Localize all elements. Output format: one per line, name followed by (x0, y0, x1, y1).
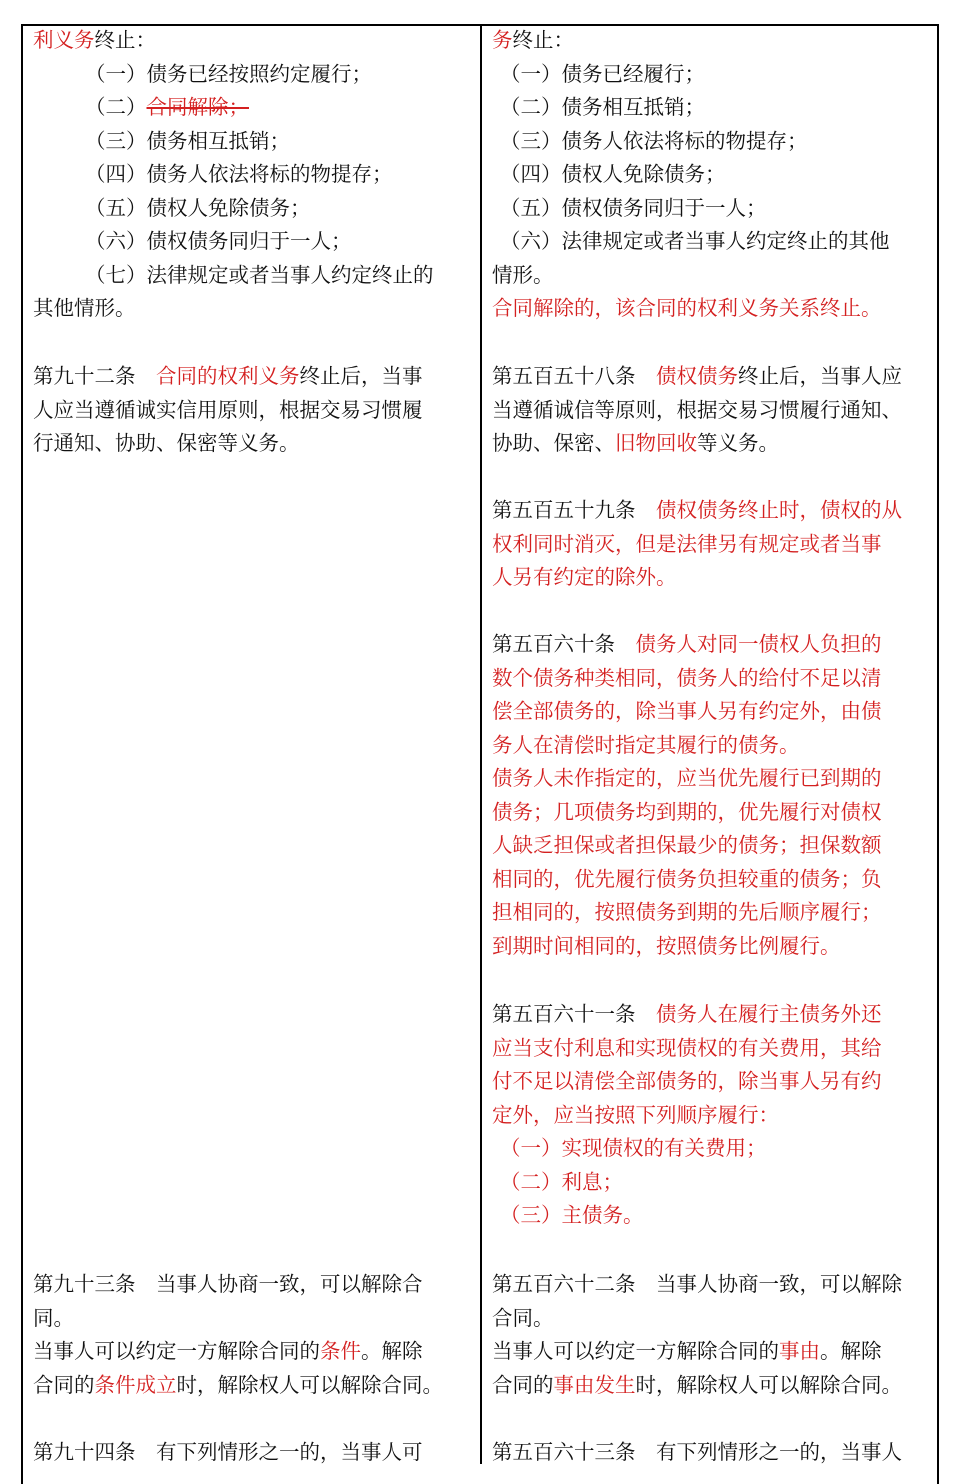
text-line (492, 360, 902, 394)
text: 当事人可以约定一方解除合同的 (33, 1339, 320, 1363)
article-560 (492, 628, 882, 963)
red-text: 债务人对同一债权人负担的 (635, 632, 882, 656)
text: 终止后，当事人应 (738, 364, 902, 388)
text: 当事人可以约定一方解除合同的 (492, 1339, 779, 1363)
red-text-line: 到期时间相同的，按照债务比例履行。 (492, 933, 841, 958)
red-text-line: 人另有约定的除外。 (492, 565, 677, 589)
column-divider (480, 24, 482, 1464)
text-line (33, 24, 434, 58)
red-text-line: 付不足以清偿全部债务的，除当事人另有约 (492, 1069, 882, 1093)
right-top-block (492, 24, 890, 326)
list-item: （二）债务相互抵销； (500, 95, 705, 119)
list-item: （七）法律规定或者当事人约定终止的 (85, 262, 434, 287)
article-559 (492, 494, 902, 595)
list-item: （一）债务已经履行； (500, 61, 705, 86)
text-line (492, 24, 890, 58)
text-line: 第九十四条 有下列情形之一的，当事人可 (33, 1440, 423, 1464)
red-text-line: 债务人未作指定的，应当优先履行已到期的 (492, 766, 882, 790)
text: 。解除 (361, 1339, 423, 1363)
text-line (33, 1369, 443, 1403)
list-item: （三）债务人依法将标的物提存； (500, 128, 808, 153)
text: 终止： (94, 28, 156, 52)
red-text-line: 权利同时消灭，但是法律另有规定或者当事 (492, 531, 882, 556)
article-number: 第五百五十九条 (492, 498, 656, 522)
article-number: 第五百五十八条 (492, 364, 656, 388)
list-item: （三）债务相互抵销； (85, 128, 290, 153)
red-text-line: 务人在清偿时指定其履行的债务。 (492, 732, 800, 757)
article-92 (33, 360, 423, 461)
red-text: 事由 (779, 1339, 820, 1363)
list-item-cont: 情形。 (492, 262, 554, 287)
red-text: 事由发生 (553, 1372, 636, 1397)
text-line (492, 1335, 902, 1369)
red-text-line: 合同解除的，该合同的权利义务关系终止。 (492, 296, 882, 320)
text-line: 当遵循诚信等原则，根据交易习惯履行通知、 (492, 397, 902, 422)
red-list-item: （三）主债务。 (500, 1203, 644, 1227)
red-text: 利义务 (33, 28, 95, 52)
list-item: （五）债权人免除债务； (85, 195, 311, 220)
text: 。解除 (820, 1339, 882, 1363)
red-text: 务 (492, 28, 513, 52)
red-text-line: 相同的，优先履行债务负担较重的债务；负 (492, 866, 882, 891)
article-number: 第九十二条 (33, 364, 156, 388)
red-text: 债权债务终止时，债权的从 (656, 498, 902, 522)
text: （二） (85, 95, 147, 119)
text-line (492, 628, 882, 662)
red-list-item: （一）实现债权的有关费用； (500, 1136, 767, 1160)
red-text: 旧物回收 (615, 431, 697, 455)
text-line: 第九十三条 当事人协商一致，可以解除合 (33, 1272, 423, 1296)
red-text-line: 偿全部债务的，除当事人另有约定外，由债 (492, 699, 882, 723)
article-94 (33, 1436, 423, 1470)
red-text-line: 应当支付利息和实现债权的有关费用，其给 (492, 1035, 882, 1060)
text: 等义务。 (697, 431, 779, 455)
list-item-cont: 其他情形。 (33, 296, 136, 320)
article-number: 第五百六十一条 (492, 1002, 656, 1026)
article-558 (492, 360, 902, 461)
text-line: 第五百六十三条 有下列情形之一的，当事人 (492, 1440, 902, 1464)
text-line (33, 1335, 443, 1369)
text-line: 人应当遵循诚实信用原则，根据交易习惯履 (33, 397, 423, 422)
text-line (492, 494, 902, 528)
red-text: 债务人在履行主债务外还 (656, 1002, 882, 1026)
list-item (33, 91, 434, 125)
left-top-block (33, 24, 434, 326)
article-93 (33, 1268, 443, 1402)
text-line (492, 427, 902, 461)
list-item: （四）债务人依法将标的物提存； (85, 162, 393, 186)
text: 终止： (512, 28, 574, 52)
text-line: 行通知、协助、保密等义务。 (33, 431, 300, 455)
red-text: 合同的权利义务 (156, 364, 300, 388)
list-item: （六）债权债务同归于一人； (85, 229, 352, 253)
deleted-text: 合同解除； (146, 95, 249, 119)
text: 时，解除权人可以解除合同。 (635, 1372, 902, 1397)
text: 协助、保密、 (492, 431, 615, 455)
list-item: （六）法律规定或者当事人约定终止的其他 (500, 229, 890, 253)
text-line (492, 998, 882, 1032)
text: 终止后，当事 (299, 364, 423, 388)
text-line: 同。 (33, 1305, 74, 1330)
red-text-line: 债务；几项债务均到期的，优先履行对债权 (492, 799, 882, 824)
text-line: 合同。 (492, 1305, 554, 1330)
red-text: 债权债务 (656, 364, 738, 388)
red-text: 条件成立 (94, 1372, 177, 1397)
article-number: 第五百六十条 (492, 632, 636, 656)
red-text-line: 定外，应当按照下列顺序履行： (492, 1102, 779, 1127)
article-563 (492, 1436, 902, 1470)
list-item: （一）债务已经按照约定履行； (85, 61, 372, 86)
article-562 (492, 1268, 902, 1402)
text: 合同的 (492, 1372, 554, 1397)
text-line (492, 1369, 902, 1403)
red-text-line: 担相同的，按照债务到期的先后顺序履行； (492, 900, 882, 924)
red-text-line: 人缺乏担保或者担保最少的债务；担保数额 (492, 833, 882, 857)
text: 时，解除权人可以解除合同。 (176, 1372, 443, 1397)
red-text-line: 数个债务种类相同，债务人的给付不足以清 (492, 665, 882, 690)
article-561 (492, 998, 882, 1233)
list-item: （五）债权债务同归于一人； (500, 195, 767, 220)
red-list-item: （二）利息； (500, 1169, 623, 1194)
text-line (33, 360, 423, 394)
list-item: （四）债权人免除债务； (500, 162, 726, 186)
text: 合同的 (33, 1372, 95, 1397)
red-text: 条件 (320, 1339, 361, 1363)
text-line: 第五百六十二条 当事人协商一致，可以解除 (492, 1272, 902, 1296)
